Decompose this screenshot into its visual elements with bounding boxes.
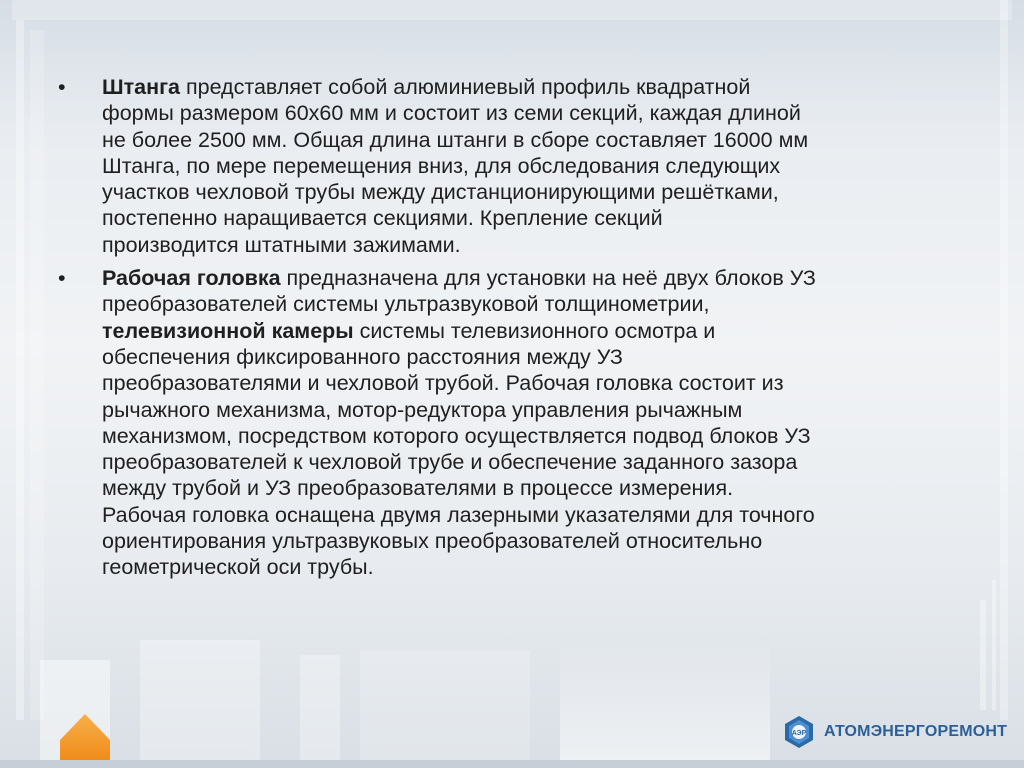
bullet-body: представляет собой алюминиевый профиль квадратной формы размером 60х60 мм и состоит из семи секций, каждая длиной не более 2500 мм. Общая длина штанги в сборе составляет 16000 мм Штанга, по мере перемещения вниз, для обследования следующих участков чехловой трубы между дистанционирующими решётками, постепенно наращивается секциями. Крепление секций производится штатными зажимами.: [102, 75, 809, 257]
bullet-symbol: •: [58, 75, 66, 99]
bullet-term: Рабочая головка: [102, 266, 281, 291]
bullet-symbol: •: [58, 266, 66, 291]
slide-body: [58, 74, 978, 588]
bullet-term-camera: телевизионной камеры: [102, 318, 354, 343]
company-name: АТОМЭНЕРГОРЕМОНТ: [824, 723, 1008, 740]
logo-mark-text: АЭР: [791, 730, 807, 737]
company-logo-icon: [782, 715, 816, 749]
bullet-body-continued: системы телевизионного осмотра и обеспечения фиксированного расстояния между УЗ преобразователями и чехловой трубой. Рабочая головка состоит из рычажного механизма, мотор-редуктора управления рычажным механизмом, посредством которого осуществляется подвод блоков УЗ преобразователей к чехловой трубе и обеспечение заданного зазора между трубой и УЗ преобразователями в процессе измерения. Рабочая головка оснащена двумя лазерными указателями для точного ориентирования ультразвуковых преобразователей относительно геометрической оси трубы.: [102, 318, 815, 580]
company-logo: [782, 714, 1007, 750]
bullet-text: [102, 74, 978, 258]
bullet-item-working-head: [58, 265, 978, 581]
bullet-item-rod: [58, 74, 978, 258]
bullet-term: Штанга: [102, 75, 180, 99]
bullet-body: предназначена для установки на неё двух блоков УЗ преобразователей системы ультразвуковой толщинометрии,: [102, 266, 816, 317]
bullet-text: [102, 265, 978, 581]
